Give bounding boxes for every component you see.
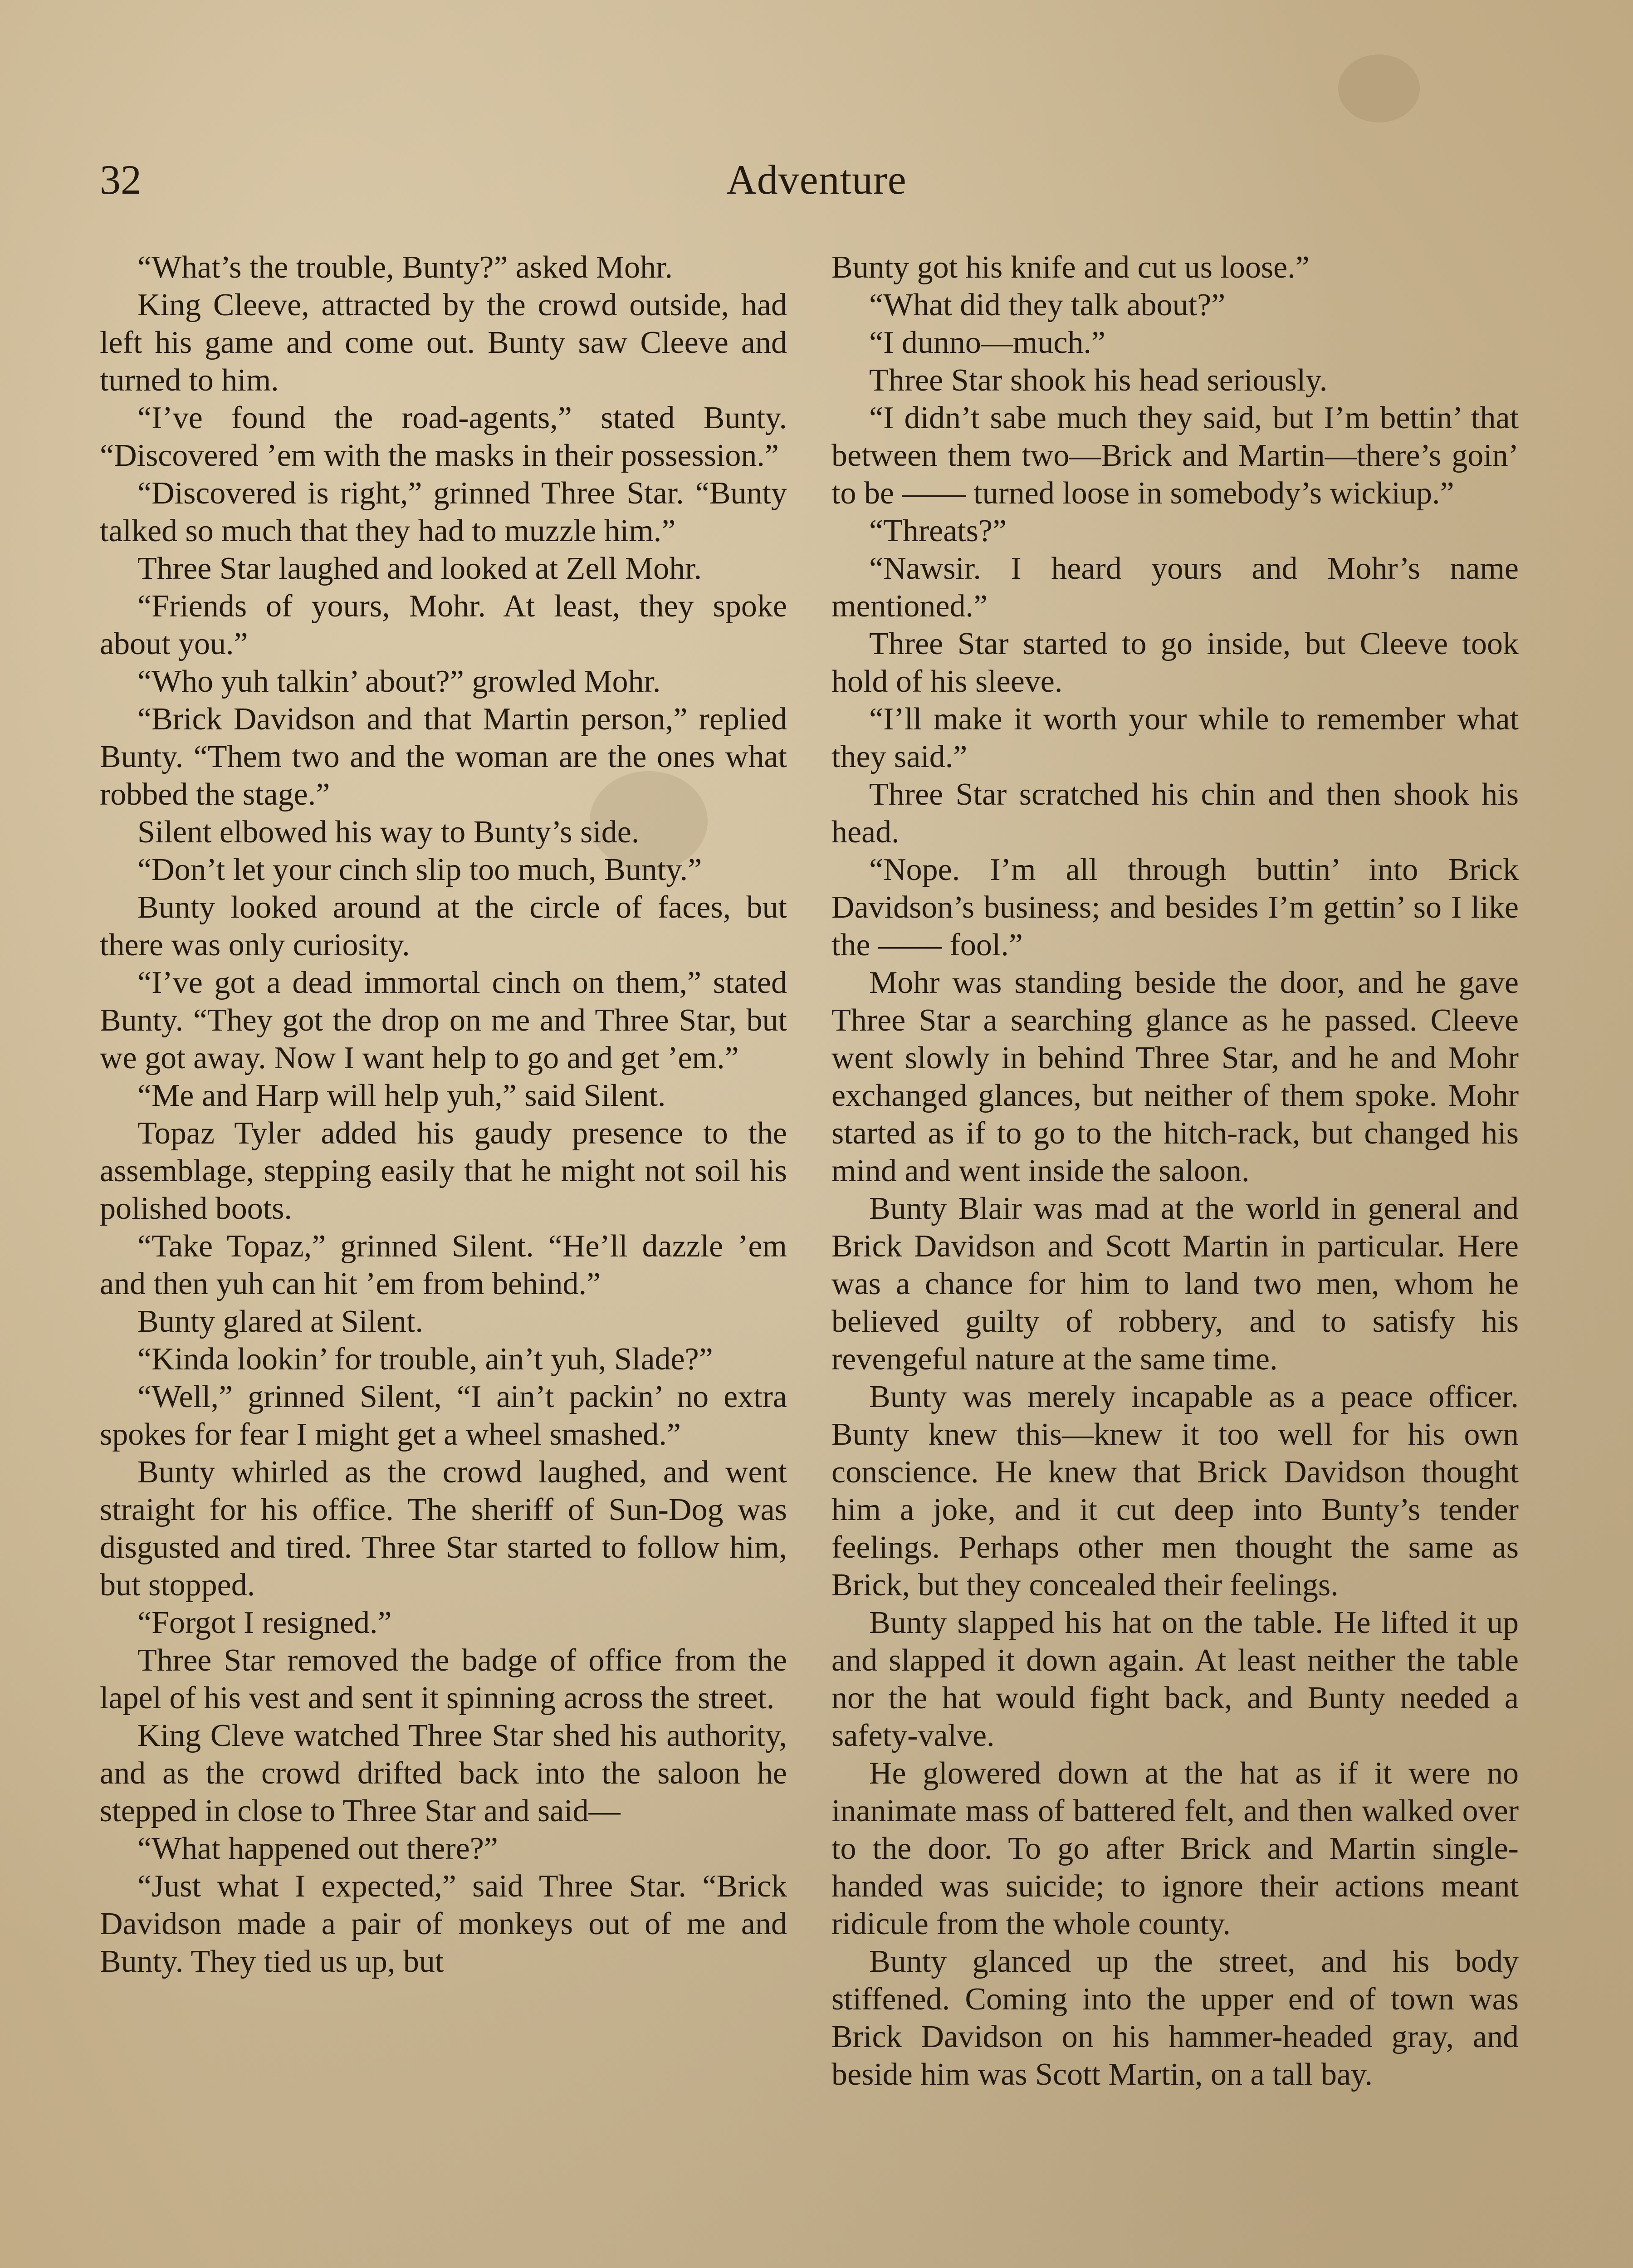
paragraph: Bunty glanced up the street, and his body stiffened. Coming into the upper end of town was Brick Davidson on his hammer-headed gray, and beside him was Scott Martin, on a tall bay. <box>831 1944 1519 2092</box>
paragraph: Three Star laughed and looked at Zell Mohr. <box>137 551 702 586</box>
paragraph: Three Star scratched his chin and then shook his head. <box>831 777 1519 850</box>
running-head-title: Adventure <box>726 156 907 203</box>
page-number: 32 <box>100 156 142 203</box>
paragraph: “Discovered is right,” grinned Three Star. “Bunty talked so much that they had to muzzle him.” <box>100 476 787 548</box>
paragraph: “I didn’t sabe much they said, but I’m bettin’ that between them two—Brick and Martin—there’s goin’ to be —— turned loose in somebody’s wickiup.” <box>831 401 1519 511</box>
paragraph: “I’ve found the road-agents,” stated Bunty. “Discovered ’em with the masks in their possession.” <box>100 401 787 473</box>
paragraph: Topaz Tyler added his gaudy presence to the assemblage, stepping easily that he might not soil his polished boots. <box>100 1116 787 1226</box>
paragraph: “Well,” grinned Silent, “I ain’t packin’ no extra spokes for fear I might get a wheel smashed.” <box>100 1379 787 1452</box>
paragraph: King Cleeve, attracted by the crowd outside, had left his game and come out. Bunty saw Cleeve and turned to him. <box>100 288 787 398</box>
paragraph: “Take Topaz,” grinned Silent. “He’ll dazzle ’em and then yuh can hit ’em from behind.” <box>100 1229 787 1301</box>
paragraph: Bunty got his knife and cut us loose.” <box>831 250 1310 285</box>
paragraph: “Just what I expected,” said Three Star. “Brick Davidson made a pair of monkeys out of me and Bunty. They tied us up, but <box>100 1869 787 1979</box>
paragraph: “Forgot I resigned.” <box>137 1605 392 1640</box>
paragraph: Mohr was standing beside the door, and he gave Three Star a searching glance as he passed. Cleeve went slowly in behind Three Star, and he and Mohr exchanged glances, but neither of them spoke. Mohr started as if to go to the hitch-rack, but changed his mind and went inside the saloon. <box>831 965 1519 1188</box>
paragraph: “Friends of yours, Mohr. At least, they spoke about you.” <box>100 589 787 661</box>
paragraph: Bunty whirled as the crowd laughed, and went straight for his office. The sheriff of Sun-Dog was disgusted and tired. Three Star started to follow him, but stopped. <box>100 1455 787 1603</box>
paragraph: King Cleve watched Three Star shed his authority, and as the crowd drifted back into the saloon he stepped in close to Three Star and said— <box>100 1718 787 1828</box>
paragraph: Bunty was merely incapable as a peace officer. Bunty knew this—knew it too well for his own conscience. He knew that Brick Davidson thought him a joke, and it cut deep into Bunty’s tender feelings. Perhaps other men thought the same as Brick, but they concealed their feelings. <box>831 1379 1519 1603</box>
paragraph: “Me and Harp will help yuh,” said Silent. <box>137 1078 666 1113</box>
paragraph: Bunty glared at Silent. <box>137 1304 423 1339</box>
paragraph: “What happened out there?” <box>137 1831 498 1866</box>
paragraph: “Kinda lookin’ for trouble, ain’t yuh, Slade?” <box>137 1342 713 1377</box>
paragraph: “Nope. I’m all through buttin’ into Brick Davidson’s business; and besides I’m gettin’ so I like the —— fool.” <box>831 852 1519 963</box>
paragraph: Three Star started to go inside, but Cleeve took hold of his sleeve. <box>831 626 1519 699</box>
paragraph: Bunty slapped his hat on the table. He lifted it up and slapped it down again. At least neither the table nor the hat would fight back, and Bunty needed a safety-valve. <box>831 1605 1519 1753</box>
paragraph: Bunty Blair was mad at the world in general and Brick Davidson and Scott Martin in particular. Here was a chance for him to land two men, whom he believed guilty of robbery, and to satisfy his revengeful nature at the same time. <box>831 1191 1519 1377</box>
paragraph: He glowered down at the hat as if it were no inanimate mass of battered felt, and then walked over to the door. To go after Brick and Martin single-handed was suicide; to ignore their actions meant ridicule from the whole county. <box>831 1756 1519 1941</box>
paragraph: Bunty looked around at the circle of faces, but there was only curiosity. <box>100 890 787 963</box>
paragraph: “What’s the trouble, Bunty?” asked Mohr. <box>137 250 673 285</box>
paragraph: “Who yuh talkin’ about?” growled Mohr. <box>137 664 661 699</box>
paragraph: Silent elbowed his way to Bunty’s side. <box>137 815 640 850</box>
paragraph: “What did they talk about?” <box>869 288 1226 323</box>
paragraph: Three Star shook his head seriously. <box>869 363 1328 398</box>
paragraph: “Threats?” <box>869 513 1007 548</box>
paragraph: “I’ll make it worth your while to remember what they said.” <box>831 702 1519 774</box>
paragraph: “Brick Davidson and that Martin person,” replied Bunty. “Them two and the woman are the ones what robbed the stage.” <box>100 702 787 812</box>
paragraph: “I’ve got a dead immortal cinch on them,” stated Bunty. “They got the drop on me and Three Star, but we got away. Now I want help to go and get ’em.” <box>100 965 787 1075</box>
left-text-column <box>100 249 787 1980</box>
page-stain <box>1338 54 1420 122</box>
right-text-column <box>831 249 1519 2093</box>
paragraph: Three Star removed the badge of office from the lapel of his vest and sent it spinning across the street. <box>100 1643 787 1716</box>
paragraph: “I dunno—much.” <box>869 325 1105 360</box>
paragraph: “Nawsir. I heard yours and Mohr’s name mentioned.” <box>831 551 1519 624</box>
paragraph: “Don’t let your cinch slip too much, Bunty.” <box>137 852 702 887</box>
